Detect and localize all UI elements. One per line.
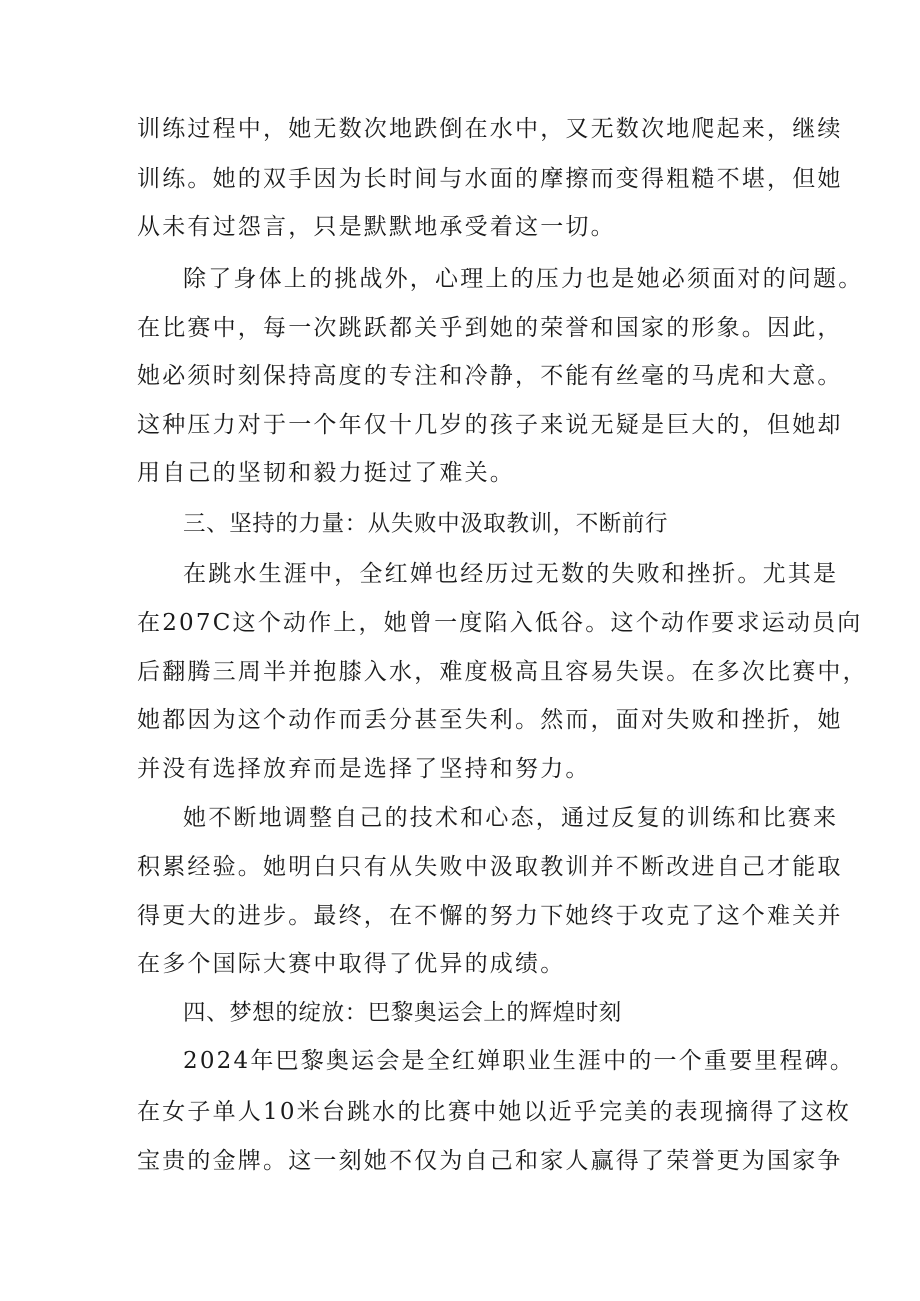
- paragraph-line: 得更大的进步。最终，在不懈的努力下她终于攻克了这个难关并: [137, 903, 843, 929]
- paragraph-line: 积累经验。她明白只有从失败中汲取教训并不断改进自己才能取: [137, 854, 843, 880]
- paragraph-line: 并没有选择放弃而是选择了坚持和努力。: [137, 756, 591, 782]
- paragraph-line: 除了身体上的挑战外，心理上的压力也是她必须面对的问题。: [183, 266, 864, 292]
- paragraph-line: 用自己的坚韧和毅力挺过了难关。: [137, 460, 515, 486]
- paragraph-line: 从未有过怨言，只是默默地承受着这一切。: [137, 214, 616, 240]
- paragraph-line: 在比赛中，每一次跳跃都关乎到她的荣誉和国家的形象。因此，: [137, 315, 843, 341]
- section-heading: 三、坚持的力量：从失败中汲取教训，不断前行: [183, 511, 669, 537]
- paragraph-line: 她不断地调整自己的技术和心态，通过反复的训练和比赛来: [183, 805, 839, 831]
- paragraph-line: 训练。她的双手因为长时间与水面的摩擦而变得粗糙不堪，但她: [137, 166, 843, 192]
- paragraph-line: 在女子单人10米台跳水的比赛中她以近乎完美的表现摘得了这枚: [137, 1099, 852, 1125]
- paragraph-line: 在207C这个动作上，她曾一度陷入低谷。这个动作要求运动员向: [137, 610, 863, 636]
- paragraph-line: 训练过程中，她无数次地跌倒在水中，又无数次地爬起来，继续: [137, 116, 843, 142]
- paragraph-line: 她必须时刻保持高度的专注和冷静，不能有丝毫的马虎和大意。: [137, 363, 843, 389]
- paragraph-line: 这种压力对于一个年仅十几岁的孩子来说无疑是巨大的，但她却: [137, 412, 843, 438]
- section-heading: 四、梦想的绽放：巴黎奥运会上的辉煌时刻: [183, 1000, 622, 1026]
- paragraph-line: 宝贵的金牌。这一刻她不仅为自己和家人赢得了荣誉更为国家争: [137, 1148, 843, 1174]
- paragraph-line: 她都因为这个动作而丢分甚至失利。然而，面对失败和挫折，她: [137, 707, 843, 733]
- paragraph-line: 2024年巴黎奥运会是全红婵职业生涯中的一个重要里程碑。: [183, 1048, 856, 1074]
- paragraph-line: 在跳水生涯中，全红婵也经历过无数的失败和挫折。尤其是: [183, 561, 839, 587]
- paragraph-line: 后翻腾三周半并抱膝入水，难度极高且容易失误。在多次比赛中，: [137, 659, 868, 685]
- paragraph-line: 在多个国际大赛中取得了优异的成绩。: [137, 951, 566, 977]
